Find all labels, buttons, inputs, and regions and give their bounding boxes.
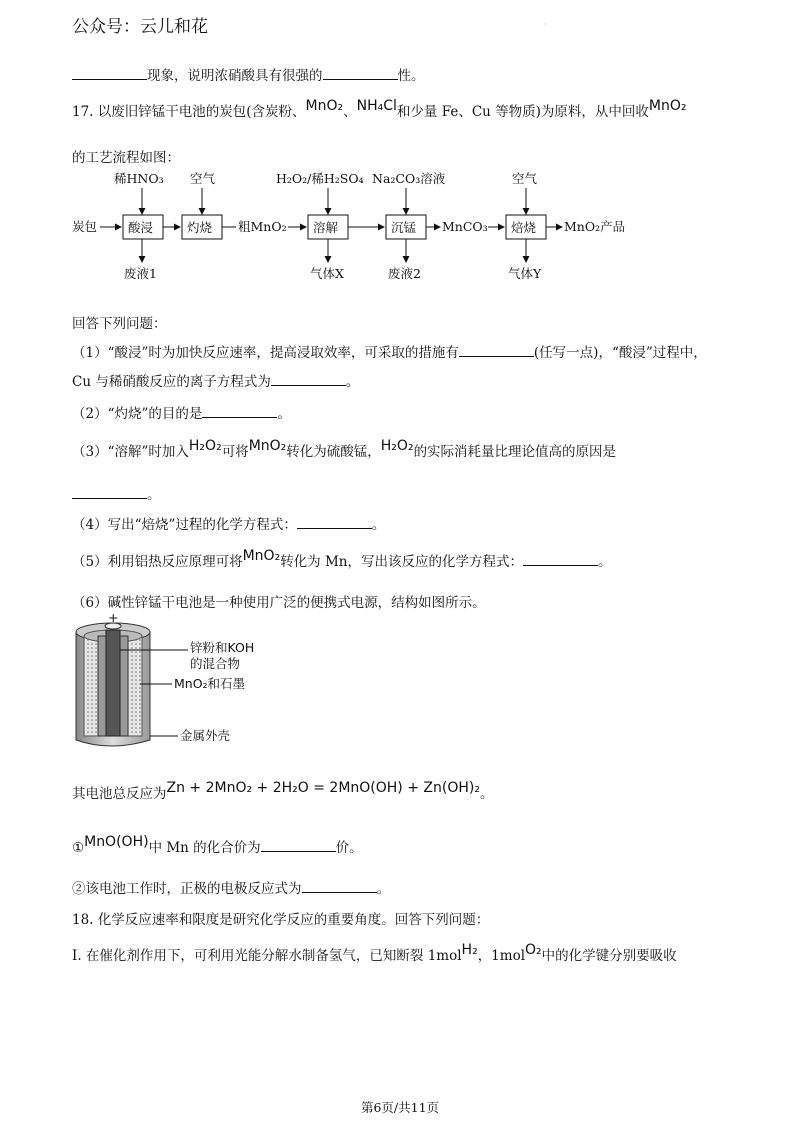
answer-intro: 回答下列问题： [72,316,167,332]
answer-blank[interactable] [72,486,147,499]
box-dissolve: 溶解 [313,220,339,235]
part-5: （5）利用铝热反应原理可将MnO₂转化为 Mn，写出该反应的化学方程式： 。 [72,548,612,570]
subquestion-2: ②该电池工作时，正极的电极反应式为 。 [72,881,390,897]
box-roast: 焙烧 [511,220,537,235]
label-mixture: 的混合物 [190,656,241,671]
part-3-line-1: （3）“溶解”时加入H₂O₂可将MnO₂转化为硫酸锰，H₂O₂的实际消耗量比理论值高的原因是 [72,438,617,460]
page-footer: 第6页/共11页 [360,1100,440,1115]
account-header: 公众号：云儿和花 [72,17,208,37]
reagent-hno3: 稀HNO₃ [114,171,164,186]
output-gas-x: 气体X [310,266,344,281]
question-18: 18. 化学反应速率和限度是研究化学反应的重要角度。回答下列问题： [72,912,490,928]
product-mno2: MnO₂产品 [564,219,626,234]
start-label: 炭包 [72,219,98,234]
answer-blank[interactable] [302,880,377,893]
question-17-stem: 17. 以废旧锌锰干电池的炭包(含炭粉、MnO₂、NH₄Cl和少量 Fe、Cu 等物质)为原料，从中回收MnO₂ [72,98,687,120]
part-6: （6）碱性锌锰干电池是一种使用广泛的便携式电源，结构如图所示。 [72,595,486,611]
answer-blank[interactable] [297,516,372,529]
answer-blank[interactable] [271,373,346,386]
intermediate-mnco3: MnCO₃ [442,219,488,234]
answer-blank[interactable] [202,405,277,418]
box-acid-leach: 酸浸 [128,220,154,235]
battery-diagram [70,614,270,754]
output-gas-y: 气体Y [508,266,542,281]
box-calcine: 灼烧 [187,220,213,235]
answer-blank[interactable] [523,553,598,566]
reagent-air-2: 空气 [512,171,538,186]
question-18-part-1: I. 在催化剂作用下，可利用光能分解水制备氢气，已知断裂 1molH₂，1molO₂中的化学键分别要吸收 [72,942,677,964]
label-zinc-koh: 锌粉和KOH [190,640,255,655]
answer-blank[interactable] [459,344,534,357]
box-precipitate: 沉锰 [391,220,417,235]
output-waste-2: 废液2 [388,266,421,281]
reagent-air-1: 空气 [190,171,216,186]
total-reaction: 其电池总反应为Zn + 2MnO₂ + 2H₂O = 2MnO(OH) + Zn(OH)₂。 [72,780,494,802]
label-metal-shell: 金属外壳 [180,728,231,743]
part-1-line-1: （1）“酸浸”时为加快反应速率，提高浸取效率，可采取的措施有 (任写一点)，“酸浸”过程中， [72,345,707,361]
answer-blank[interactable] [261,839,336,852]
part-3-line-2: 。 [72,483,161,503]
continuation-line: 现象，说明浓硝酸具有很强的 性。 [72,64,425,84]
subquestion-1: ①MnO(OH)中 Mn 的化合价为 价。 [72,834,363,856]
plus-terminal: + [108,614,119,625]
reagent-h2o2: H₂O₂/稀H₂SO₄ [276,171,364,186]
intermediate-crude-mno2: 粗MnO₂ [238,219,287,234]
answer-blank[interactable] [323,67,398,80]
label-mno2-graphite: MnO₂和石墨 [174,676,246,691]
scan-dot: · [544,20,547,29]
part-2: （2）“灼烧”的目的是 。 [72,406,291,422]
process-flow-diagram [70,168,670,288]
question-17-stem-2: 的工艺流程如图： [72,150,180,166]
part-4: （4）写出“焙烧”过程的化学方程式： 。 [72,517,386,533]
part-1-line-2: Cu 与稀硝酸反应的离子方程式为 。 [72,374,360,390]
reagent-na2co3: Na₂CO₃溶液 [372,171,446,186]
answer-blank[interactable] [72,67,147,80]
output-waste-1: 废液1 [124,266,157,281]
